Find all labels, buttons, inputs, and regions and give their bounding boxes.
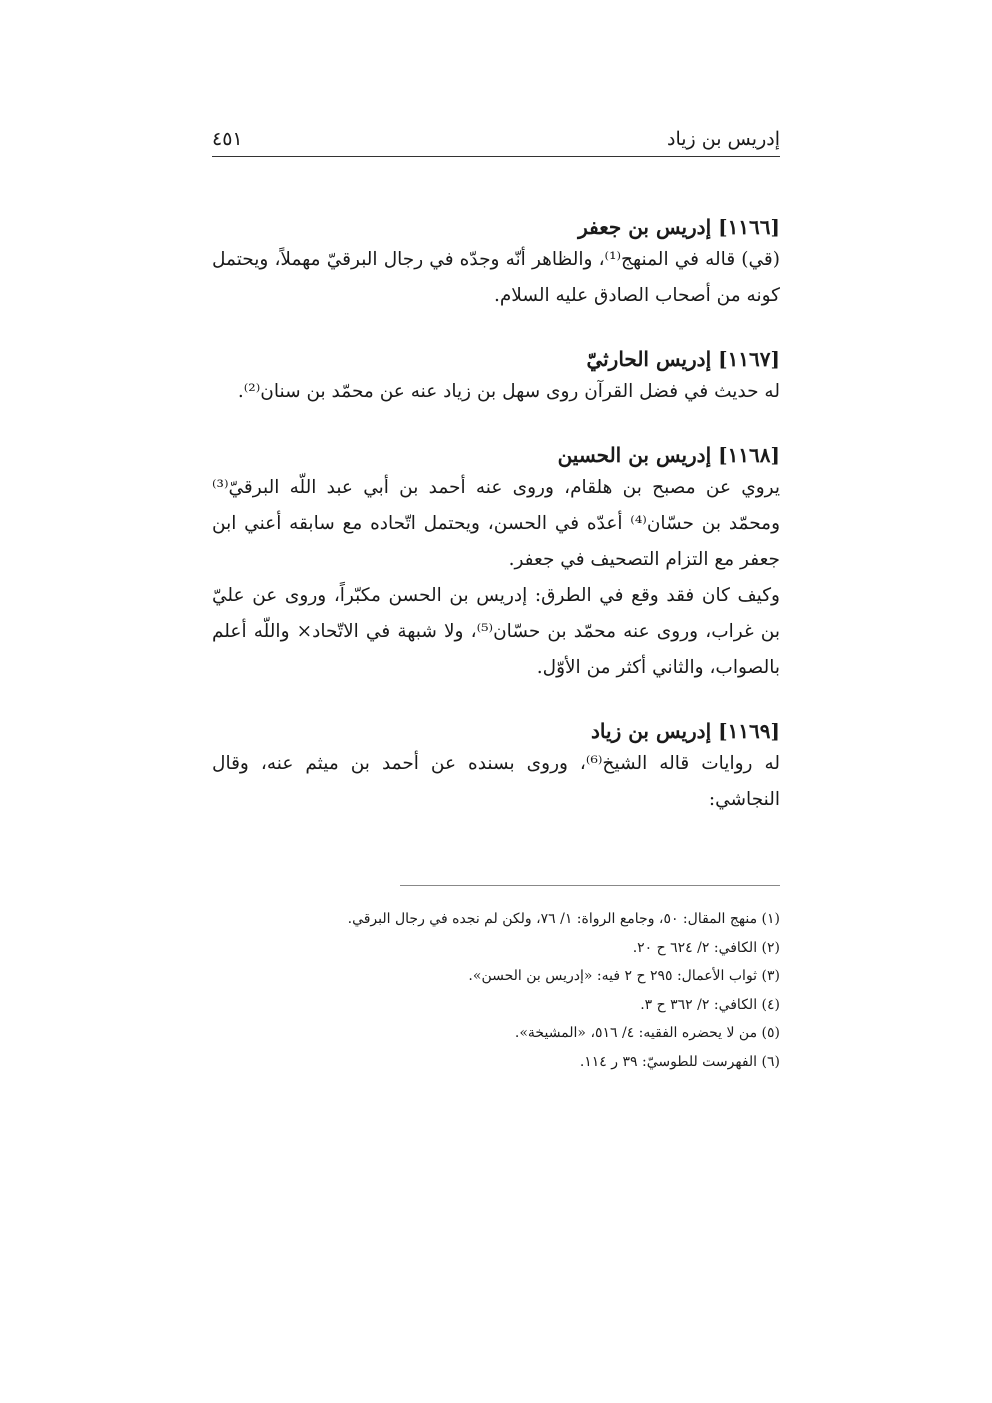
page-number: ٤٥١ <box>212 128 243 150</box>
entry-paragraph: له حديث في فضل القرآن روى سهل بن زياد عنه عن محمّد بن سنان⁽²⁾. <box>237 381 780 402</box>
running-header <box>212 128 780 157</box>
running-title: إدريس بن زياد <box>667 128 780 150</box>
footnote: (١) منهج المقال: ٥٠، وجامع الرواة: ١/ ٧٦، ولكن لم نجده في رجال البرقي. <box>347 911 780 927</box>
footnote: (٣) ثواب الأعمال: ٢٩٥ ح ٢ فيه: «إدريس بن الحسن». <box>468 968 780 984</box>
entry-paragraph: يروي عن مصبح بن هلقام، وروى عنه أحمد بن أبي عبد اللّه البرقيّ⁽³⁾ ومحمّد بن حسّان⁽⁴⁾ أعدّه في الحسن، ويحتمل اتّحاده مع سابقه أعني ابن جعفر مع التزام التصحيف في جعفر. <box>212 477 781 570</box>
footnote: (٦) الفهرست للطوسيّ: ٣٩ ر ١١٤. <box>579 1053 780 1070</box>
footnote: (٥) من لا يحضره الفقيه: ٤/ ٥١٦، «المشيخة». <box>514 1025 780 1041</box>
footnotes <box>212 905 780 1076</box>
entry-paragraph: وكيف كان فقد وقع في الطرق: إدريس بن الحسن مكبّراً، وروى عن عليّ بن غراب، وروى عنه محمّد بن حسّان⁽⁵⁾، ولا شبهة في الاتّحاد× واللّه أعلم بالصواب، والثاني أكثر من الأوّل. <box>212 585 780 678</box>
main-text <box>212 212 780 818</box>
entry-title-1167: [١١٦٧] إدريس الحارثيّ <box>586 347 780 371</box>
entry-paragraph: له روايات قاله الشيخ⁽⁶⁾، وروى بسنده عن أحمد بن ميثم عنه، وقال النجاشي: <box>212 753 780 810</box>
entry-title-1169: [١١٦٩] إدريس بن زياد <box>591 719 780 743</box>
entry-title-1168: [١١٦٨] إدريس بن الحسين <box>557 443 780 467</box>
entry-paragraph: (قي) قاله في المنهج⁽¹⁾، والظاهر أنّه وجدّه في رجال البرقيّ مهملاً، ويحتمل كونه من أصحاب الصادق عليه السلام. <box>212 249 780 306</box>
footnote: (٢) الكافي: ٢/ ٦٢٤ ح ٢٠. <box>632 939 780 956</box>
entry-title-1166: [١١٦٦] إدريس بن جعفر <box>578 215 780 239</box>
footnote: (٤) الكافي: ٢/ ٣٦٢ ح ٣. <box>640 996 780 1013</box>
footnote-separator <box>400 885 780 886</box>
